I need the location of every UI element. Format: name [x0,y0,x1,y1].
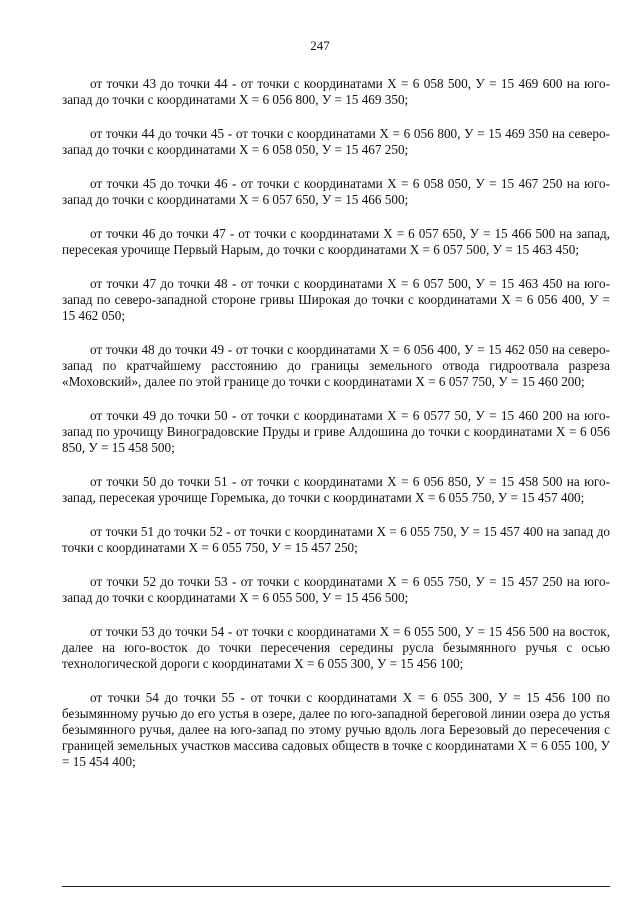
paragraph-point-48-49: от точки 48 до точки 49 - от точки с координатами Х = 6 056 400, У = 15 462 050 на северо-запад по кратчайшему расстоянию до границы земельного отвода гидроотвала разреза «Моховский», далее по этой границе до точки с координатами Х = 6 057 750, У = 15 460 200; [62,342,610,389]
paragraph-point-52-53: от точки 52 до точки 53 - от точки с координатами Х = 6 055 750, У = 15 457 250 на юго-запад до точки с координатами Х = 6 055 500, У = 15 456 500; [62,574,610,605]
paragraph-point-50-51: от точки 50 до точки 51 - от точки с координатами Х = 6 056 850, У = 15 458 500 на юго-запад, пересекая урочище Горемыка, до точки с координатами Х = 6 055 750, У = 15 457 400; [62,474,610,505]
paragraph-point-51-52: от точки 51 до точки 52 - от точки с координатами Х = 6 055 750, У = 15 457 400 на запад до точки с координатами Х = 6 055 750, У = 15 457 250; [62,524,610,555]
paragraph-point-53-54: от точки 53 до точки 54 - от точки с координатами Х = 6 055 500, У = 15 456 500 на восток, далее на юго-восток до точки пересечения середины русла безымянного ручья с осью технологической дороги с координатами Х = 6 055 300, У = 15 456 100; [62,624,610,671]
paragraph-point-47-48: от точки 47 до точки 48 - от точки с координатами Х = 6 057 500, У = 15 463 450 на юго-запад по северо-западной стороне гривы Широкая до точки с координатами Х = 6 056 400, У = 15 462 050; [62,276,610,323]
paragraph-point-43-44: от точки 43 до точки 44 - от точки с координатами Х = 6 058 500, У = 15 469 600 на юго-запад до точки с координатами Х = 6 056 800, У = 15 469 350; [62,76,610,107]
paragraph-point-45-46: от точки 45 до точки 46 - от точки с координатами Х = 6 058 050, У = 15 467 250 на юго-запад до точки с координатами Х = 6 057 650, У = 15 466 500; [62,176,610,207]
bottom-divider [62,886,610,887]
paragraph-point-54-55: от точки 54 до точки 55 - от точки с координатами Х = 6 055 300, У = 15 456 100 по безымянному ручью до его устья в озере, далее по юго-западной береговой линии озера до устья безымянного ручья, далее на юго-запад по этому ручью вдоль лога Березовый до пересечения с границей земельных участков массива садовых обществ в точке с координатами Х = 6 055 100, У = 15 454 400; [62,690,610,769]
paragraph-point-44-45: от точки 44 до точки 45 - от точки с координатами Х = 6 056 800, У = 15 469 350 на северо-запад до точки с координатами Х = 6 058 050, У = 15 467 250; [62,126,610,157]
paragraph-point-49-50: от точки 49 до точки 50 - от точки с координатами Х = 6 0577 50, У = 15 460 200 на юго-запад по урочищу Виноградовские Пруды и гриве Алдошина до точки с координатами Х = 6 056 850, У = 15 458 500; [62,408,610,455]
page-number: 247 [310,38,330,53]
document-body [62,76,610,770]
paragraph-point-46-47: от точки 46 до точки 47 - от точки с координатами Х = 6 057 650, У = 15 466 500 на запад, пересекая урочище Первый Нарым, до точки с координатами Х = 6 057 500, У = 15 463 450; [62,226,610,257]
